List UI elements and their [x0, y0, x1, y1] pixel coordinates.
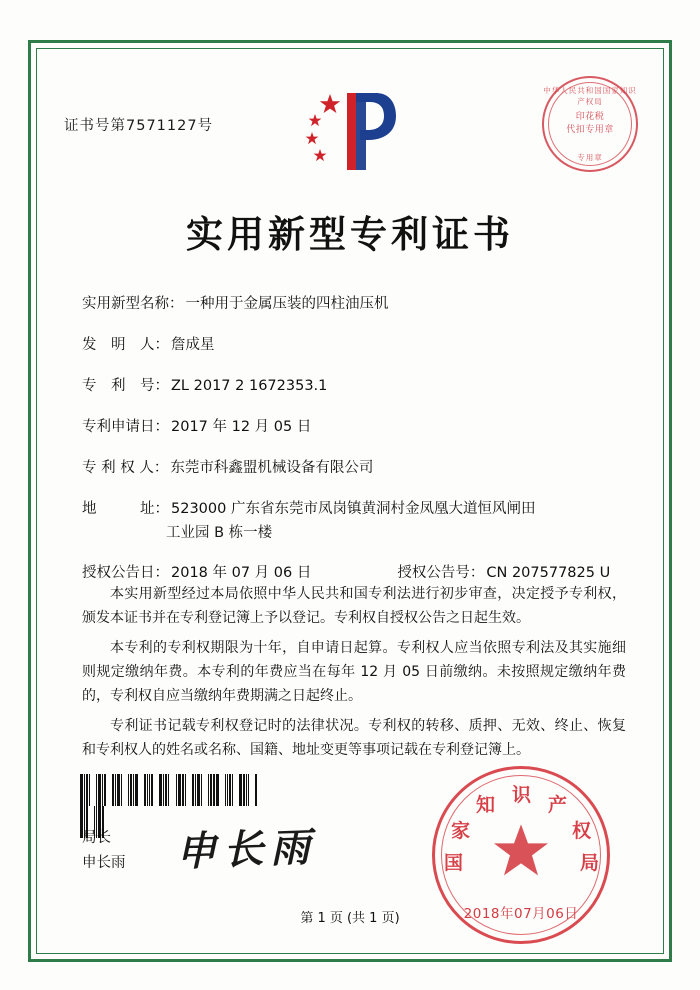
address-line-2: 工业园 B 栋一楼 — [166, 525, 273, 541]
field-row-patent-number — [82, 376, 630, 396]
seal-char-2: 知 — [476, 794, 496, 816]
field-value: 一种用于金属压装的四柱油压机 — [185, 296, 389, 312]
director-block — [82, 826, 126, 876]
field-row-utility-model-name — [82, 294, 630, 314]
field-value: 东莞市科鑫盟机械设备有限公司 — [170, 460, 374, 476]
barcode — [80, 774, 262, 806]
paragraph-3: 专利证书记载专利权登记时的法律状况。专利权的转移、质押、无效、终止、恢复和专利权人的姓名或名称、国籍、地址变更等事项记载在专利登记簿上。 — [82, 718, 626, 758]
paragraph-2: 本专利的专利权期限为十年，自申请日起算。专利权人应当依照专利法及其实施细则规定缴纳年费。本专利的年费应当在每年 12 月 05 日前缴纳。未按照规定缴纳年费的，专利权自应当缴纳年费期满之日起终止。 — [82, 640, 626, 704]
seal-char-0: 国 — [444, 852, 464, 874]
announce-number-value: CN 207577825 U — [486, 565, 611, 581]
field-row-inventor — [82, 335, 630, 355]
star-icon — [492, 821, 550, 879]
field-label: 专 利 号： — [82, 378, 169, 394]
field-row-application-date — [82, 417, 630, 437]
announce-date-value: 2018 年 07 月 06 日 — [171, 565, 312, 581]
paragraph-1: 本实用新型经过本局依照中华人民共和国专利法进行初步审查，决定授予专利权，颁发本证书并在专利登记簿上予以登记。专利权自授权公告之日起生效。 — [82, 586, 626, 626]
seal-char-1: 家 — [451, 820, 471, 842]
field-row-patentee — [82, 458, 630, 478]
seal-char-4: 产 — [548, 794, 568, 816]
field-value: 2017 年 12 月 05 日 — [171, 419, 312, 435]
announce-date-label: 授权公告日： — [82, 565, 169, 581]
field-row-announcement — [82, 563, 630, 583]
seal-char-6: 局 — [580, 852, 600, 874]
field-value: 詹成星 — [171, 337, 215, 353]
director-name: 申长雨 — [82, 855, 126, 871]
page-footer: 第 1 页 (共 1 页) — [300, 911, 400, 926]
field-value: ZL 2017 2 1672353.1 — [171, 378, 328, 394]
announce-number-group — [397, 563, 610, 583]
seal-arc-top-text: 中华人民共和国国家知识产权局 — [543, 86, 637, 106]
field-list — [82, 294, 630, 604]
field-label: 实用新型名称： — [82, 296, 184, 312]
director-label: 局长 — [82, 830, 111, 846]
seal-char-5: 权 — [572, 820, 592, 842]
field-label: 发 明 人： — [82, 337, 169, 353]
seal-line-1: 印花税 — [575, 112, 605, 122]
announce-number-label: 授权公告号： — [397, 565, 485, 581]
seal-date: 2018年07月06日 — [463, 906, 579, 922]
patent-office-logo — [290, 88, 410, 174]
seal-line-2: 代扣专用章 — [566, 125, 614, 135]
tax-stamp-seal — [542, 76, 638, 172]
field-label: 专利申请日： — [82, 419, 169, 435]
seal-char-3: 识 — [512, 784, 532, 806]
field-row-address — [82, 499, 630, 519]
legal-text — [82, 582, 626, 768]
director-signature: 申长雨 — [175, 823, 318, 876]
field-value: 523000 广东省东莞市凤岗镇黄洞村金凤凰大道恒风闸田 — [171, 501, 536, 517]
page-title: 实用新型专利证书 — [186, 213, 514, 256]
field-label: 地 址： — [82, 501, 169, 517]
logo-svg — [290, 88, 410, 174]
seal-arc-bottom-text: 专用章 — [577, 153, 603, 162]
certificate-content — [56, 66, 644, 934]
certificate-number: 证书号第7571127号 — [64, 118, 214, 134]
field-label: 专 利 权 人： — [82, 460, 169, 476]
